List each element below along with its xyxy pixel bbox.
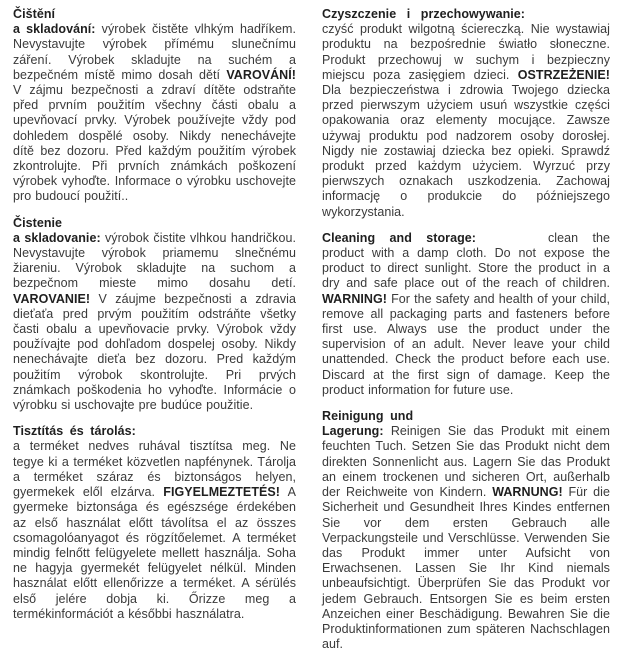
section-czech bbox=[13, 7, 296, 205]
czech-warning: VAROVÁNÍ! bbox=[226, 67, 296, 82]
section-polish bbox=[322, 7, 610, 220]
czech-heading: Čištění bbox=[13, 7, 56, 21]
english-warning: WARNING! bbox=[322, 291, 387, 306]
german-label: Lagerung: bbox=[322, 424, 384, 439]
section-english bbox=[322, 231, 610, 398]
section-slovak bbox=[13, 216, 296, 414]
german-heading: Reinigung und bbox=[322, 409, 414, 424]
slovak-heading: Čistenie bbox=[13, 215, 63, 230]
english-body: clean the product with a damp cloth. Do not expose the product to direct sunlight. Store the product in a dry and safe place out of the reach of children. bbox=[322, 230, 610, 291]
english-heading: Cleaning and storage: bbox=[322, 230, 476, 245]
polish-warning: OSTRZEŻENIE! bbox=[517, 67, 610, 82]
english-body: For the safety and health of your child, remove all packaging parts and fasteners before first use. Always use the product under the supervision of an adult. Never leave your child unattended. Check the product before each use. Discard at the first sign of damage. Keep the product information for future use. bbox=[322, 291, 610, 397]
hungarian-heading: Tisztítás és tárolás: bbox=[13, 424, 136, 439]
polish-body: czyść produkt wilgotną ściereczką. Nie wystawiaj produktu na bezpośrednie światło słoneczne. Produkt przechowuj w suchym i bezpieczny miejscu poza zasięgiem dzieci. bbox=[322, 22, 610, 82]
slovak-warning: VAROVANIE! bbox=[13, 291, 91, 306]
czech-body: V zájmu bezpečnosti a zdraví dítěte odstraňte před prvním použitím všechny části obalu a upevňovací prvky. Výrobek používejte vždy pod dohledem dospělé osoby. Nikdy nenechávejte dítě bez dozoru. Před každým použitím výrobek zkontrolujte. Při prvních známkách poškození výrobek vyhoďte. Informace o výrobku uschovejte pro budoucí použití.. bbox=[13, 83, 296, 204]
hungarian-body: A gyermeke biztonsága és egészsége érdekében az első használat előtt távolítsa el az összes csomagolóanyagot és rögzítőelemet. A terméket mindig felnőtt felügyelete mellett használja. Soha ne hagyja gyermekét felügyelet nélkül. Minden használat előtt ellenőrizze a terméket. A sérülés első jelére dobja ki. Őrizze meg a termékinformációt a későbbi használatra. bbox=[13, 485, 296, 621]
text-column-left bbox=[13, 7, 296, 652]
text-column-right bbox=[322, 7, 610, 652]
hungarian-warning: FIGYELMEZTETÉS! bbox=[163, 485, 280, 500]
german-warning: WARNUNG! bbox=[492, 485, 563, 500]
german-body: Reinigen Sie das Produkt mit einem feuchten Tuch. Setzen Sie das Produkt nicht dem direkten Sonnenlicht aus. Lagern Sie das Produkt an einem trockenen und sicheren Ort, außerhalb der Reichweite von Kindern. bbox=[322, 424, 610, 500]
section-german bbox=[322, 409, 610, 652]
polish-heading: Czyszczenie i przechowywanie: bbox=[322, 7, 526, 21]
slovak-body: V záujme bezpečnosti a zdravia dieťaťa pred prvým použitím odstráňte všetky časti obalu a upevňovacie prvky. Výrobok vždy používajte pod dohľadom dospelej osoby. Nikdy nenechávajte dieťa bez dozoru. Pred každým použitím výrobok skontrolujte. Pri prvých známkach poškodenia ho vyhoďte. Informácie o výrobku si uschovajte pre budúce použitie. bbox=[13, 291, 296, 413]
slovak-label: a skladovanie: bbox=[13, 230, 101, 245]
polish-body: Dla bezpieczeństwa i zdrowia Twojego dziecka przed pierwszym użyciem usuń wszystkie części opakowania oraz elementy mocujące. Zawsze używaj produktu pod nadzorem osoby dorosłej. Nigdy nie zostawiaj dziecka bez opieki. Sprawdź produkt przed każdym użyciem. Wyrzuć przy pierwszych oznakach uszkodzenia. Zachowaj informację o produkcie do późniejszego wykorzystania. bbox=[322, 83, 610, 219]
czech-label: a skladování: bbox=[13, 22, 96, 37]
slovak-body: výrobok čistite vlhkou handričkou. Nevystavujte výrobok priamemu slnečnému žiareniu. Výrobok skladujte na suchom a bezpečnom mieste mimo dosahu detí. bbox=[13, 230, 296, 291]
inline-gap-spacer bbox=[476, 241, 548, 242]
section-hungarian bbox=[13, 424, 296, 622]
german-body: Für die Sicherheit und Gesundheit Ihres Kindes entfernen Sie vor dem ersten Gebrauch alle Verpackungsteile und Verschlüsse. Verwenden Sie das Produkt immer unter Aufsicht von Erwachsenen. Lassen Sie Ihr Kind niemals unbeaufsichtigt. Überprüfen Sie das Produkt vor jedem Gebrauch. Entsorgen Sie es beim ersten Anzeichen einer Beschädigung. Bewahren Sie die Produktinformationen zum späteren Nachschlagen auf. bbox=[322, 485, 610, 652]
hungarian-body: a terméket nedves ruhával tisztítsa meg. Ne tegye ki a terméket közvetlen napfénynek. Tárolja a terméket száraz és biztonságos helyen, gyermekek elől elzárva. bbox=[13, 439, 296, 500]
czech-body: výrobek čistěte vlhkým hadříkem. Nevystavujte výrobek přímému slunečnímu záření. Výrobek skladujte na suchém a bezpečném místě mimo dosah dětí bbox=[13, 22, 296, 82]
